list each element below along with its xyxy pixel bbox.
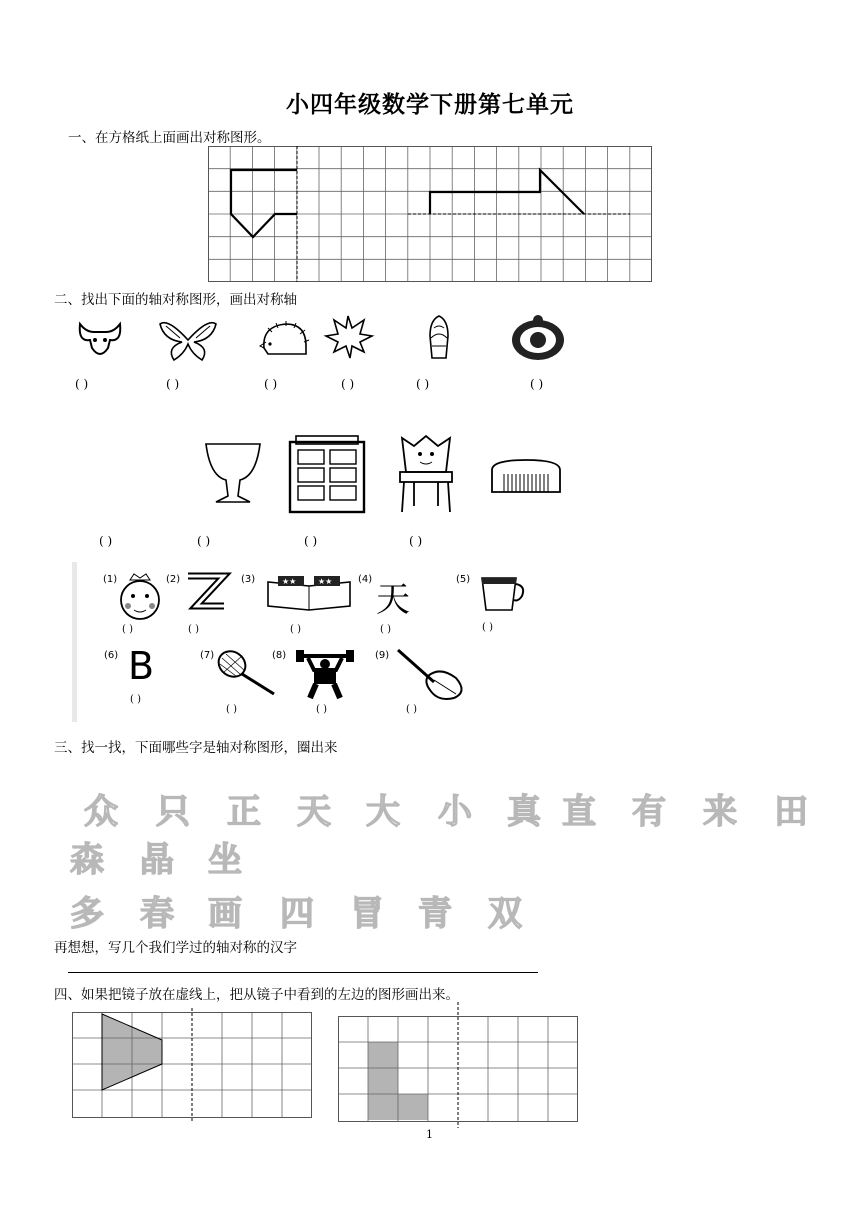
answer-paren[interactable]: ( ) xyxy=(99,534,113,548)
book-icon xyxy=(264,572,354,612)
outline-character[interactable]: 直 xyxy=(562,792,596,832)
item-character: 天 xyxy=(376,580,410,620)
answer-paren[interactable]: ( ) xyxy=(482,622,493,633)
outline-character[interactable]: 天 xyxy=(297,792,331,832)
ox-head-icon xyxy=(76,318,124,362)
answer-paren[interactable]: ( ) xyxy=(130,694,141,705)
cabinet-icon xyxy=(288,434,366,516)
page-title: 小四年级数学下册第七单元 xyxy=(286,91,574,118)
answer-paren[interactable]: ( ) xyxy=(166,377,180,391)
answer-paren[interactable]: ( ) xyxy=(530,377,544,391)
answer-paren[interactable]: ( ) xyxy=(416,377,430,391)
outline-character[interactable]: 众 xyxy=(84,792,118,832)
comb-icon xyxy=(488,456,564,496)
answer-paren[interactable]: ( ) xyxy=(226,704,237,715)
bamboo-shoot-icon xyxy=(424,314,454,360)
item-number: (3) xyxy=(241,574,256,585)
outline-character[interactable]: 多 xyxy=(70,894,104,934)
butterfly-icon xyxy=(158,318,218,364)
page-number: 1 xyxy=(426,1128,433,1141)
answer-line[interactable] xyxy=(68,972,538,973)
section3-heading: 三、找一找，下面哪些字是轴对称图形，圈出来 xyxy=(54,740,338,756)
svg-text:★★: ★★ xyxy=(282,577,297,586)
mirror-grid-right xyxy=(338,1016,578,1122)
outline-character[interactable]: 小 xyxy=(438,792,472,832)
answer-paren[interactable]: ( ) xyxy=(75,377,89,391)
item-character: B xyxy=(128,644,155,688)
answer-paren[interactable]: ( ) xyxy=(188,624,199,635)
item-number: (2) xyxy=(166,574,181,585)
mirror-grid-left xyxy=(72,1012,312,1118)
flower-emblem-icon xyxy=(510,314,566,362)
pipa-icon xyxy=(394,646,468,702)
outline-character[interactable]: 只 xyxy=(156,792,190,832)
item-number: (6) xyxy=(104,650,119,661)
outline-character[interactable]: 来 xyxy=(703,792,737,832)
answer-paren[interactable]: ( ) xyxy=(316,704,327,715)
section1-grid xyxy=(208,146,652,282)
item-number: (8) xyxy=(272,650,287,661)
svg-text:★★: ★★ xyxy=(318,577,333,586)
answer-paren[interactable]: ( ) xyxy=(197,534,211,548)
outline-character[interactable]: 真 xyxy=(507,792,541,832)
outline-character[interactable]: 画 xyxy=(208,894,242,934)
weightlifter-icon xyxy=(294,648,356,700)
chair-icon xyxy=(392,432,462,516)
outline-character[interactable]: 春 xyxy=(140,894,174,934)
answer-paren[interactable]: ( ) xyxy=(122,624,133,635)
outline-character[interactable]: 冒 xyxy=(350,894,384,934)
outline-character[interactable]: 四 xyxy=(280,894,314,934)
outline-character[interactable]: 晶 xyxy=(140,840,174,880)
outline-character[interactable]: 坐 xyxy=(208,840,242,880)
outline-character[interactable]: 双 xyxy=(488,894,522,934)
item-number: (5) xyxy=(456,574,471,585)
outline-character[interactable]: 森 xyxy=(70,840,104,880)
answer-paren[interactable]: ( ) xyxy=(341,377,355,391)
item-number: (9) xyxy=(375,650,390,661)
cup-icon xyxy=(476,574,528,614)
letter-z-icon xyxy=(184,572,228,612)
maple-leaf-icon xyxy=(324,314,374,360)
answer-paren[interactable]: ( ) xyxy=(304,534,318,548)
clown-face-icon xyxy=(114,570,166,622)
outline-character[interactable]: 有 xyxy=(632,792,666,832)
item-number: (4) xyxy=(358,574,373,585)
item-number: (1) xyxy=(103,574,118,585)
goblet-icon xyxy=(200,438,266,508)
outline-character[interactable]: 田 xyxy=(774,792,808,832)
answer-paren[interactable]: ( ) xyxy=(290,624,301,635)
section3-followup: 再想想，写几个我们学过的轴对称的汉字 xyxy=(54,940,297,956)
outline-character[interactable]: 大 xyxy=(366,792,400,832)
hedgehog-icon xyxy=(258,318,310,360)
outline-character[interactable]: 正 xyxy=(227,792,261,832)
answer-paren[interactable]: ( ) xyxy=(264,377,278,391)
section2-heading: 二、找出下面的轴对称图形，画出对称轴 xyxy=(54,292,297,308)
outline-character[interactable]: 青 xyxy=(418,894,452,934)
answer-paren[interactable]: ( ) xyxy=(406,704,417,715)
section1-heading: 一、在方格纸上面画出对称图形。 xyxy=(68,130,271,146)
section4-heading: 四、如果把镜子放在虚线上，把从镜子中看到的左边的图形画出来。 xyxy=(54,987,459,1003)
item-number: (7) xyxy=(200,650,215,661)
racket-icon xyxy=(212,646,278,698)
answer-paren[interactable]: ( ) xyxy=(380,624,391,635)
answer-paren[interactable]: ( ) xyxy=(409,534,423,548)
